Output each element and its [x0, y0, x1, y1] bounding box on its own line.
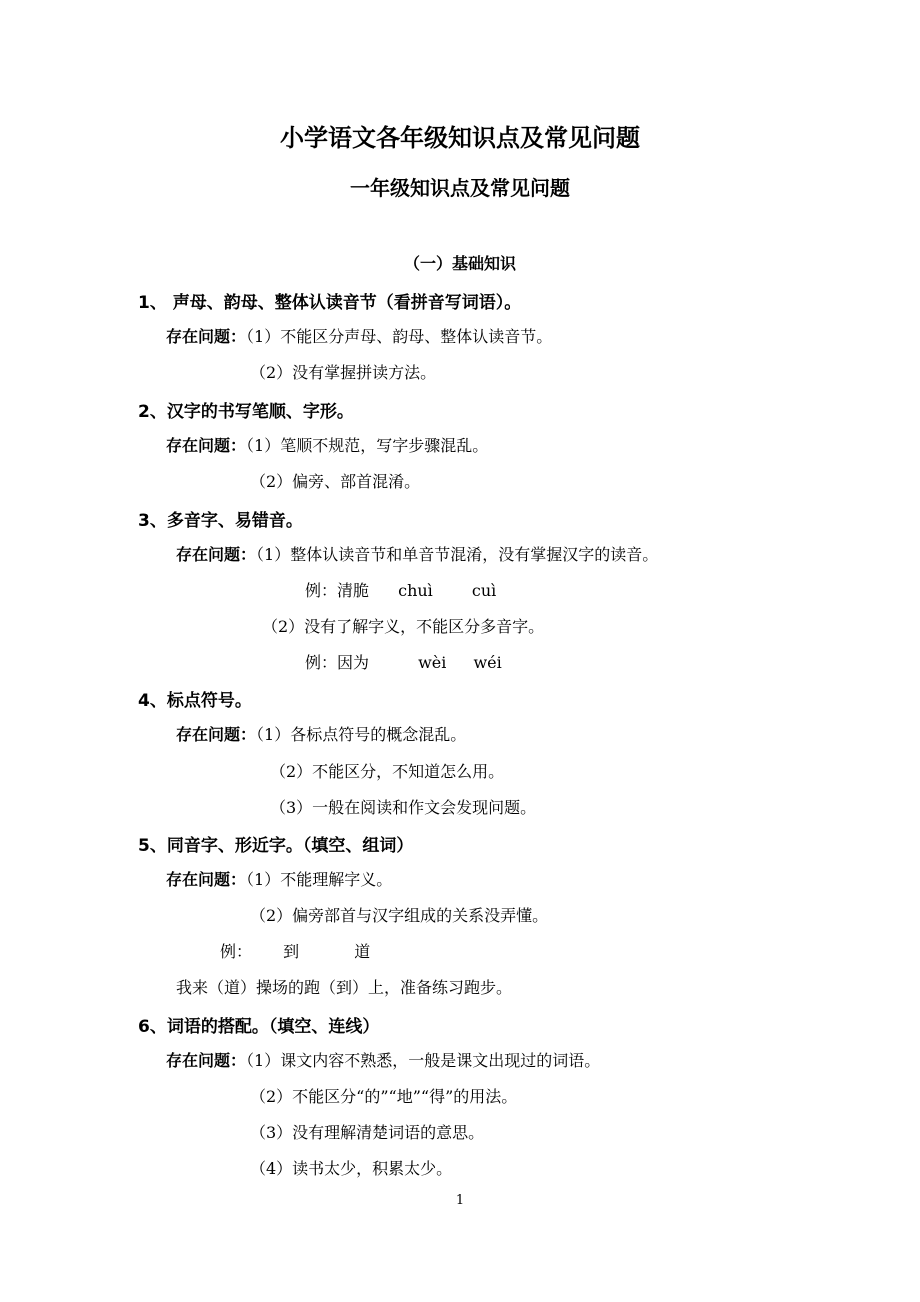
- page-number: 1: [455, 1193, 465, 1208]
- example-char: 到: [283, 942, 300, 961]
- item-heading: 5、同音字、形近字。（填空、组词）: [138, 836, 414, 856]
- problem-line: （3）一般在阅读和作文会发现问题。: [270, 798, 537, 817]
- pinyin: wèi: [418, 653, 447, 672]
- problem-label: 存在问题：: [166, 870, 247, 889]
- problem-text: （1）课文内容不熟悉，一般是课文出现过的词语。: [246, 1051, 601, 1070]
- page-title: 小学语文各年级知识点及常见问题: [280, 124, 640, 152]
- problem-text: （1）不能区分声母、韵母、整体认读音节。: [246, 327, 553, 346]
- pinyin: cuì: [471, 581, 497, 600]
- problem-line: [176, 542, 658, 565]
- problem-line: （4）读书太少，积累太少。: [250, 1159, 453, 1178]
- example-sentence: 我来（道）操场的跑（到）上，准备练习跑步。: [176, 978, 513, 997]
- page-subtitle: 一年级知识点及常见问题: [350, 176, 570, 200]
- problem-line: （2）不能区分“的”“地”“得”的用法。: [250, 1087, 518, 1106]
- problem-text: （1）各标点符号的概念混乱。: [256, 725, 467, 744]
- problem-line: （2）偏旁部首与汉字组成的关系没弄懂。: [250, 906, 549, 925]
- problem-line: [176, 722, 466, 745]
- example-label: 例：: [220, 942, 253, 961]
- problem-label: 存在问题：: [176, 725, 257, 744]
- example-char: 道: [354, 942, 371, 961]
- problem-label: 存在问题：: [166, 436, 247, 455]
- item-heading: 4、标点符号。: [138, 691, 252, 711]
- section-heading: （一）基础知识: [403, 254, 516, 273]
- problem-label: 存在问题：: [166, 1051, 247, 1070]
- problem-line: （2）偏旁、部首混淆。: [250, 472, 421, 491]
- problem-text: （1）整体认读音节和单音节混淆，没有掌握汉字的读音。: [256, 545, 659, 564]
- example-line: [305, 650, 502, 673]
- problem-line: （3）没有理解清楚词语的意思。: [250, 1123, 485, 1142]
- example-label: 例：因为: [305, 653, 370, 672]
- problem-line: （2）没有掌握拼读方法。: [250, 363, 437, 382]
- problem-label: 存在问题：: [176, 545, 257, 564]
- problem-line: [166, 867, 392, 890]
- problem-line: [166, 433, 488, 456]
- item-heading: 2、汉字的书写笔顺、字形。: [138, 402, 354, 422]
- item-heading: 6、词语的搭配。（填空、连线）: [138, 1017, 380, 1037]
- example-label: 例：清脆: [305, 581, 370, 600]
- problem-line: [166, 324, 552, 347]
- example-line: [220, 939, 370, 962]
- problem-line: [166, 1048, 600, 1071]
- problem-text: （1）不能理解字义。: [246, 870, 393, 889]
- pinyin: wéi: [473, 653, 502, 672]
- problem-label: 存在问题：: [166, 327, 247, 346]
- item-heading: 1、 声母、韵母、整体认读音节（看拼音写词语）。: [138, 293, 522, 313]
- problem-line: （2）没有了解字义，不能区分多音字。: [262, 617, 545, 636]
- pinyin: chuì: [398, 581, 433, 600]
- problem-line: （2）不能区分，不知道怎么用。: [270, 762, 505, 781]
- item-heading: 3、多音字、易错音。: [138, 511, 303, 531]
- example-line: [305, 578, 496, 601]
- problem-text: （1）笔顺不规范，写字步骤混乱。: [246, 436, 489, 455]
